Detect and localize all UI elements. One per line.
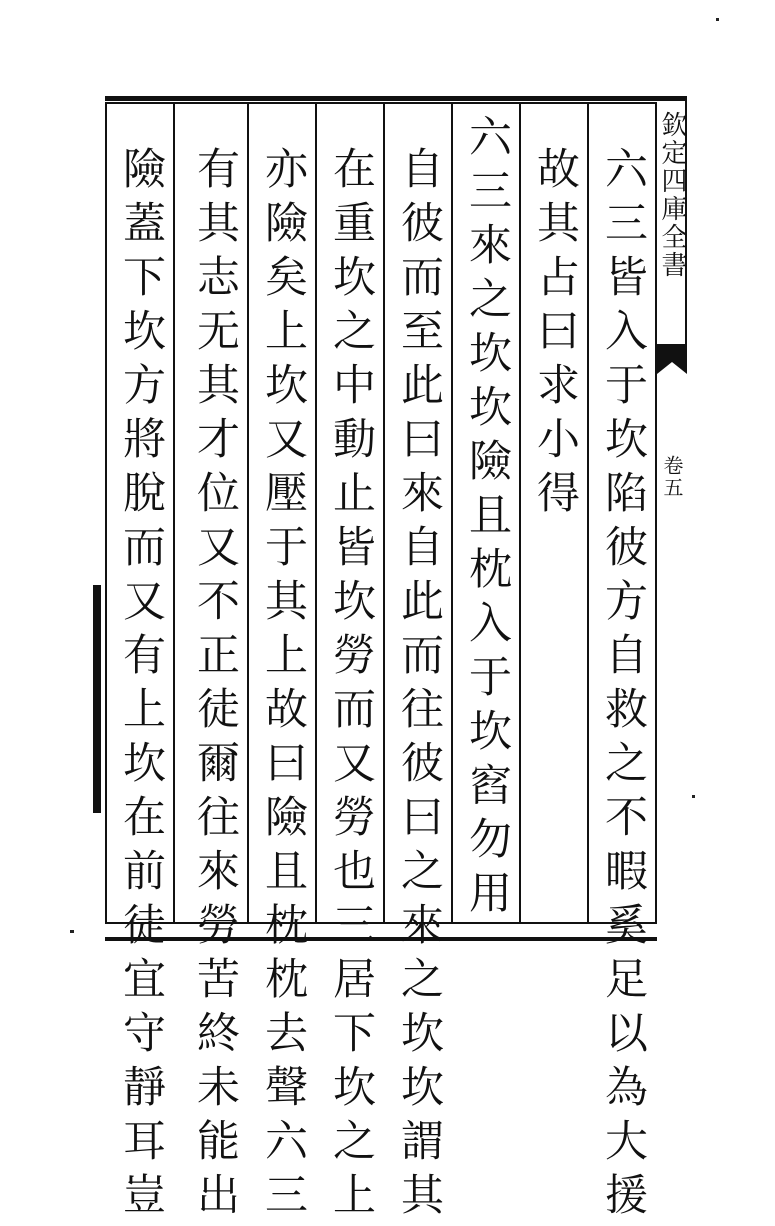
fish-tail-mark [657, 344, 687, 374]
column-text-3: 六三來之坎坎險且枕入于坎窞勿用 [462, 114, 512, 924]
scan-speck [692, 795, 695, 798]
column-text-1: 六三皆入于坎陷彼方自救之不暇奚足以為大援 [598, 146, 648, 1226]
column-text-7: 有其志无其才位又不正徒爾往來勞苦終未能出 [190, 146, 240, 1226]
column-text-2: 故其占曰求小得 [530, 146, 580, 524]
column-text-4: 自彼而至此曰來自此而往彼曰之來之坎坎謂其 [394, 146, 444, 1226]
text-column-3 [453, 102, 521, 924]
scan-speck [70, 930, 74, 933]
text-column-1 [589, 102, 657, 1226]
margin-title-box [657, 96, 687, 346]
text-column-6 [249, 102, 317, 1226]
scan-speck [716, 18, 719, 21]
column-text-5: 在重坎之中動止皆坎勞而又勞也三居下坎之上 [326, 146, 376, 1226]
text-column-4 [385, 102, 453, 1226]
binding-shadow [93, 585, 101, 813]
text-column-8 [107, 102, 175, 1226]
column-text-6: 亦險矣上坎又壓于其上故曰險且枕枕去聲六三 [258, 146, 308, 1226]
volume-label: 卷五 [660, 455, 684, 499]
text-column-7 [181, 102, 249, 1226]
text-column-5 [317, 102, 385, 1226]
book-title: 欽定四庫全書 [657, 111, 687, 279]
column-text-8: 險蓋下坎方將脫而又有上坎在前徒宜守靜耳豈 [116, 146, 166, 1226]
text-column-2 [521, 102, 589, 924]
